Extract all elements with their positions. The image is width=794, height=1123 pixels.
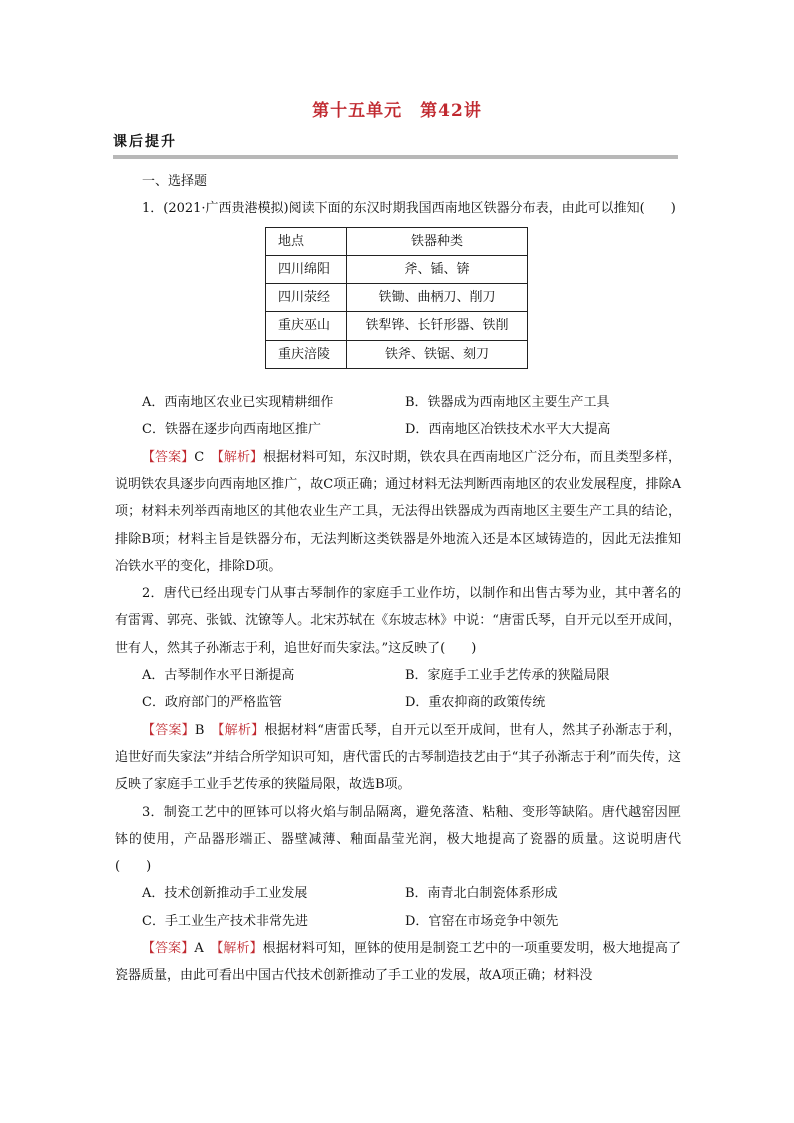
options-row [115, 662, 681, 689]
part-heading: 一、选择题 [142, 174, 208, 189]
table-header-row [266, 227, 528, 255]
option-a: A．西南地区农业已实现精耕细作 [142, 395, 334, 411]
table-header-cell: 地点 [266, 227, 347, 255]
table-cell: 重庆巫山 [266, 312, 347, 340]
table-cell: 斧、锸、锛 [347, 255, 528, 283]
question-2 [115, 580, 681, 798]
table-cell: 铁斧、铁锯、刻刀 [347, 340, 528, 368]
table-header-cell: 铁器种类 [347, 227, 528, 255]
question-3 [115, 799, 681, 990]
option-c: C．政府部门的严格监管 [142, 695, 282, 711]
table-cell: 四川绵阳 [266, 255, 347, 283]
analysis-label: 【解析】 [217, 449, 264, 465]
table-row [266, 312, 528, 340]
page-title: 第十五单元 第42讲 [312, 101, 482, 121]
options-row [115, 416, 681, 443]
section-title: 课后提升 [113, 134, 177, 150]
question-1 [115, 195, 681, 580]
answer-label: 【答案】 [142, 941, 195, 957]
analysis-text: 根据材料可知，匣钵的使用是制瓷工艺中的一项重要发明，极大地提高了瓷器质量，由此可看出中国古代技术创新推动了手工业的发展，故A项正确；材料没 [115, 941, 681, 984]
option-c: C．铁器在逐步向西南地区推广 [142, 422, 321, 438]
option-b: B．南青北白制瓷体系形成 [405, 886, 558, 902]
option-d: D．西南地区冶铁技术水平大大提高 [405, 422, 611, 438]
option-b: B．铁器成为西南地区主要生产工具 [405, 395, 610, 411]
answer-value: A [194, 941, 217, 957]
analysis-text: 根据材料“唐雷氏琴，自开元以至开成间，世有人，然其子孙渐志于利，追世好而失家法”并结合所学知识可知，唐代雷氏的古琴制造技艺由于“其子孙渐志于利”而失传，这反映了家庭手工业手艺传承的狭隘局限，故选B项。 [115, 722, 681, 793]
answer-analysis [115, 717, 681, 799]
analysis-label: 【解析】 [217, 722, 265, 738]
analysis-text: 根据材料可知，东汉时期，铁农具在西南地区广泛分布，而且类型多样，说明铁农具逐步向西南地区推广，故C项正确；通过材料无法判断西南地区的农业发展程度，排除A项；材料未列举西南地区的其他农业生产工具，无法得出铁器成为西南地区主要生产工具的结论，排除B项；材料主旨是铁器分布，无法判断这类铁器是外地流入还是本区域铸造的，因此无法推知冶铁水平的变化，排除D项。 [115, 449, 681, 574]
option-a: A．古琴制作水平日渐提高 [142, 668, 295, 684]
iron-distribution-table [265, 227, 528, 369]
answer-value: C [194, 449, 218, 465]
answer-analysis [115, 444, 681, 580]
option-d: D．官窑在市场竞争中领先 [405, 913, 559, 929]
table-cell: 重庆涪陵 [266, 340, 347, 368]
section-header [113, 131, 678, 159]
question-stem: 2．唐代已经出现专门从事古琴制作的家庭手工业作坊，以制作和出售古琴为业，其中著名的有雷霄、郭亮、张钺、沈镣等人。北宋苏轼在《东坡志林》中说：“唐雷氏琴，自开元以至开成间，世有人，然其子孙渐志于利，追世好而失家法。”这反映了( ) [115, 586, 681, 656]
question-stem: 1．(2021·广西贵港模拟)阅读下面的东汉时期我国西南地区铁器分布表，由此可以推知( ) [142, 201, 676, 217]
options-row [115, 880, 681, 907]
option-c: C．手工业生产技术非常先进 [142, 913, 308, 929]
table-cell: 铁锄、曲柄刀、削刀 [347, 284, 528, 312]
answer-label: 【答案】 [142, 722, 195, 738]
table-cell: 四川荥经 [266, 284, 347, 312]
answer-value: B [194, 722, 218, 738]
option-a: A．技术创新推动手工业发展 [142, 886, 308, 902]
answer-analysis [115, 935, 681, 990]
option-d: D．重农抑商的政策传统 [405, 695, 546, 711]
answer-label: 【答案】 [142, 449, 195, 465]
table-row [266, 284, 528, 312]
question-stem: 3．制瓷工艺中的匣钵可以将火焰与制品隔离，避免落渣、粘釉、变形等缺陷。唐代越窑因匣钵的使用，产品器形端正、器壁减薄、釉面晶莹光润，极大地提高了瓷器的质量。这说明唐代( ) [115, 804, 681, 875]
options-row [115, 389, 681, 416]
table-row [266, 340, 528, 368]
option-b: B．家庭手工业手艺传承的狭隘局限 [405, 668, 610, 684]
table-cell: 铁犁铧、长钎形器、铁削 [347, 312, 528, 340]
options-row [115, 689, 681, 716]
content-body [115, 168, 681, 990]
options-row [115, 908, 681, 935]
table-row [266, 255, 528, 283]
analysis-label: 【解析】 [216, 941, 263, 957]
